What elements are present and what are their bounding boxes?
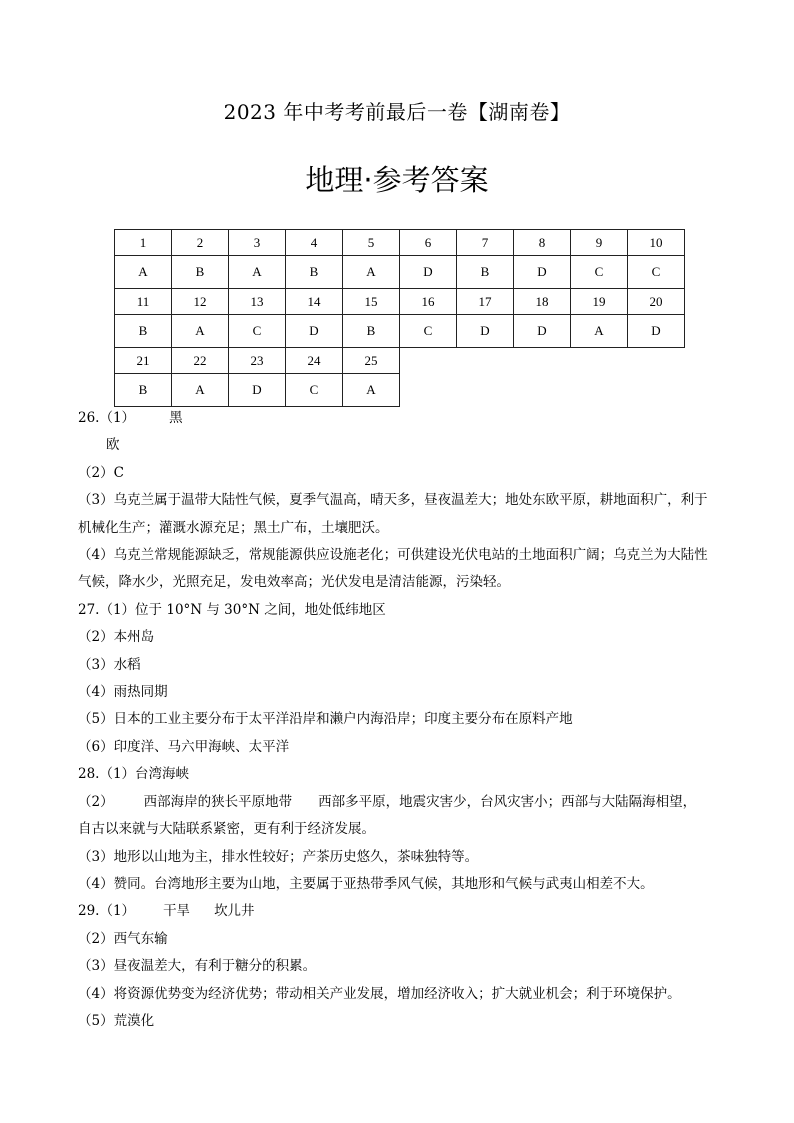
question-number-cell: 13 [229,289,286,315]
question-number-row [115,348,685,374]
empty-cell [514,374,571,407]
question-number-cell: 12 [172,289,229,315]
question-number-cell: 11 [115,289,172,315]
question-number-cell: 16 [400,289,457,315]
question-number-cell: 24 [286,348,343,374]
answer-cell: B [115,315,172,348]
answer-cell: B [115,374,172,407]
answer-cell: B [343,315,400,348]
empty-cell [400,348,457,374]
question-number-cell: 3 [229,230,286,256]
page-subtitle: 地理·参考答案 [305,163,489,197]
answer-cell: D [457,315,514,348]
answer-cell: A [115,256,172,289]
question-number-row [115,230,685,256]
question-number-cell: 23 [229,348,286,374]
q29-answer-b: 坎儿井 [214,903,255,920]
q26-line-4: （3）乌克兰属于温带大陆性气候，夏季气温高，晴天多，昼夜温差大；地处东欧平原，耕地面积广，利于 [78,492,708,509]
q27-line-3: （3）水稻 [78,656,141,673]
question-number-cell: 8 [514,230,571,256]
empty-cell [457,348,514,374]
question-number-cell: 19 [571,289,628,315]
q27-line-4: （4）雨热同期 [78,684,168,701]
q29-line-2: （2）西气东输 [78,930,168,947]
page-title: 2023 年中考考前最后一卷【湖南卷】 [223,100,571,124]
answer-cell: D [400,256,457,289]
q26-line-1 [78,405,728,432]
answer-row [115,256,685,289]
q28-2-answer-b: 西部多平原，地震灾害少，台风灾害小；西部与大陆隔海相望， [318,793,697,810]
answer-cell: A [343,374,400,407]
q29-answer-a: 干旱 [163,903,191,920]
q29-line-5: （5）荒漠化 [78,1012,155,1029]
empty-cell [628,374,685,407]
q28-line-5: （4）赞同。台湾地形主要为山地，主要属于亚热带季风气候，其地形和气候与武夷山相差不大。 [78,875,654,892]
answer-cell: C [628,256,685,289]
question-number-cell: 21 [115,348,172,374]
answer-cell: A [571,315,628,348]
answer-cell: D [229,374,286,407]
empty-cell [628,348,685,374]
q29-line-3: （3）昼夜温差大，有利于糖分的积累。 [78,958,317,975]
empty-cell [514,348,571,374]
answer-cell: C [286,374,343,407]
question-number-cell: 9 [571,230,628,256]
question-number-cell: 2 [172,230,229,256]
question-number-cell: 25 [343,348,400,374]
answer-row [115,374,685,407]
answer-cell: D [286,315,343,348]
q28-line-1: 28.（1）台湾海峡 [78,766,190,783]
answer-cell: A [172,315,229,348]
question-number-cell: 7 [457,230,514,256]
question-number-cell: 17 [457,289,514,315]
answer-cell: C [229,315,286,348]
answer-content [78,405,728,1035]
question-number-cell: 1 [115,230,172,256]
answer-cell: C [400,315,457,348]
question-number-cell: 6 [400,230,457,256]
question-number-cell: 4 [286,230,343,256]
q26-label: 26.（1） [78,410,136,426]
question-number-cell: 15 [343,289,400,315]
question-number-cell: 20 [628,289,685,315]
q26-line-3: （2）C [78,464,124,481]
question-number-cell: 18 [514,289,571,315]
q26-answer-1: 黑 [169,410,183,426]
question-number-cell: 10 [628,230,685,256]
answer-cell: B [172,256,229,289]
q27-line-1: 27.（1）位于 10°N 与 30°N 之间，地处低纬地区 [78,601,386,618]
q29-line-1 [78,898,728,925]
empty-cell [571,374,628,407]
empty-cell [571,348,628,374]
answer-cell: B [457,256,514,289]
answer-cell: C [571,256,628,289]
answer-cell: B [286,256,343,289]
q26-line-7: 气候，降水少，光照充足，发电效率高；光伏发电是清洁能源，污染轻。 [78,574,510,591]
question-number-row [115,289,685,315]
q27-line-2: （2）本州岛 [78,629,155,646]
q28-2-answer-a: 西部海岸的狭长平原地带 [143,793,293,810]
question-number-cell: 5 [343,230,400,256]
q27-line-6: （6）印度洋、马六甲海峡、太平洋 [78,738,290,755]
answer-cell: D [514,315,571,348]
answer-cell: A [343,256,400,289]
question-number-cell: 22 [172,348,229,374]
q28-2-label: （2） [78,793,114,810]
q28-line-3: 自古以来就与大陆联系紧密，更有利于经济发展。 [78,821,375,838]
q29-label: 29.（1） [78,903,136,920]
answer-row [115,315,685,348]
answer-cell: D [628,315,685,348]
q29-line-4: （4）将资源优势变为经济优势；带动相关产业发展，增加经济收入；扩大就业机会；利于环境保护。 [78,985,681,1002]
q28-line-4: （3）地形以山地为主，排水性较好；产茶历史悠久，茶味独特等。 [78,848,479,865]
q27-line-5: （5）日本的工业主要分布于太平洋沿岸和濑户内海沿岸；印度主要分布在原料产地 [78,711,573,728]
answer-cell: A [172,374,229,407]
q28-line-2 [78,789,728,816]
q26-line-5: 机械化生产；灌溉水源充足；黑土广布，土壤肥沃。 [78,519,389,536]
q26-line-2: 欧 [106,437,120,454]
q26-line-6: （4）乌克兰常规能源缺乏，常规能源供应设施老化；可供建设光伏电站的土地面积广阔；乌克兰为大陆性 [78,547,708,564]
answer-cell: D [514,256,571,289]
empty-cell [400,374,457,407]
question-number-cell: 14 [286,289,343,315]
empty-cell [457,374,514,407]
answer-cell: A [229,256,286,289]
answer-table [114,229,685,407]
